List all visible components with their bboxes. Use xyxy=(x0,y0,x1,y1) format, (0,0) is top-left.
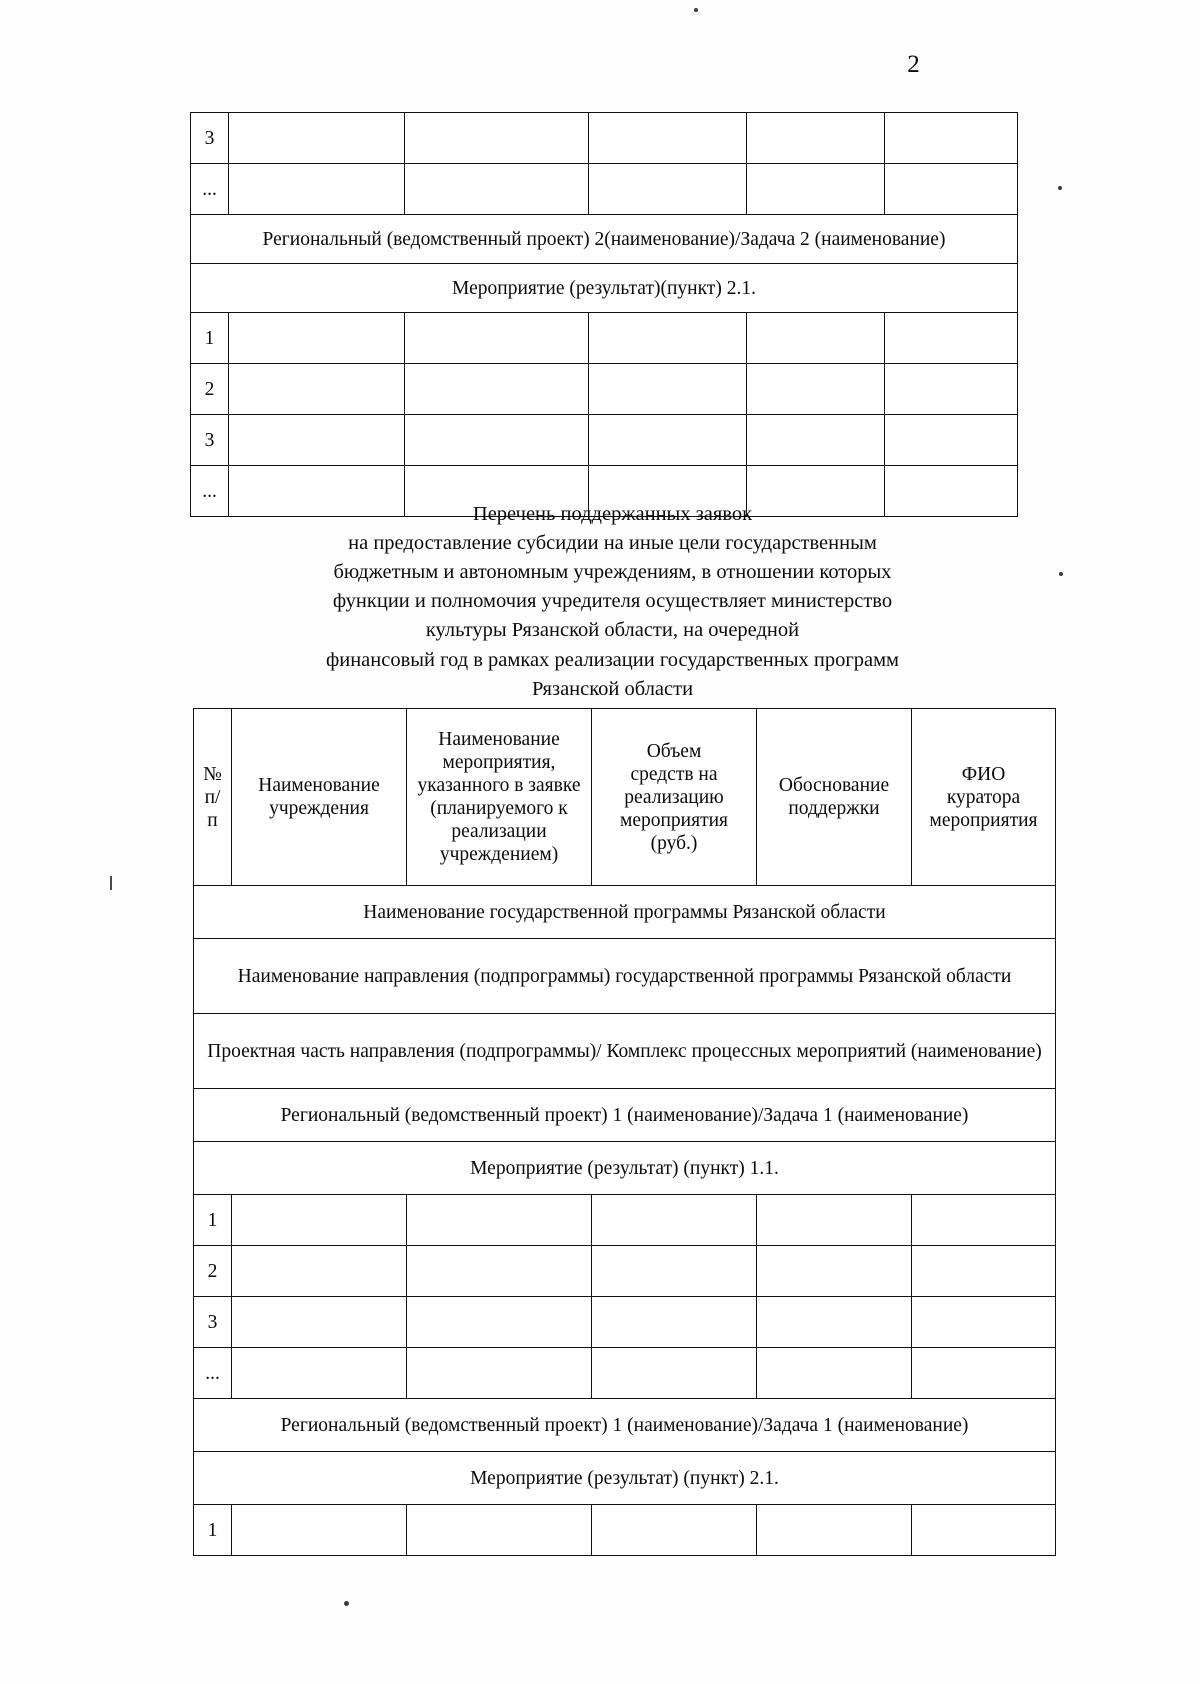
table-section-row xyxy=(194,1452,1056,1505)
cell-justification[interactable] xyxy=(747,164,885,215)
cell-institution[interactable] xyxy=(229,113,405,164)
row-index: 3 xyxy=(194,1297,232,1348)
row-index: 3 xyxy=(191,415,229,466)
cell-institution[interactable] xyxy=(232,1297,407,1348)
column-header-funds xyxy=(592,709,757,886)
header-line: средств на xyxy=(630,763,718,785)
continuation-table-body xyxy=(191,113,1018,517)
title-line-4: функции и полномочия учредителя осуществляет министерство xyxy=(332,590,893,613)
cell-funds[interactable] xyxy=(589,415,747,466)
cell-event-name[interactable] xyxy=(407,1505,592,1556)
section-regional-project-1-repeat: Региональный (ведомственный проект) 1 (наименование)/Задача 1 (наименование) xyxy=(194,1399,1056,1452)
cell-curator[interactable] xyxy=(912,1505,1056,1556)
cell-curator[interactable] xyxy=(885,364,1018,415)
cell-justification[interactable] xyxy=(757,1505,912,1556)
margin-tick-mark xyxy=(110,876,112,890)
cell-event-name[interactable] xyxy=(407,1195,592,1246)
title-line-5: культуры Рязанской области, на очередной xyxy=(425,619,800,642)
title-line-6: финансовый год в рамках реализации государственных программ xyxy=(325,648,900,671)
row-index: ... xyxy=(191,164,229,215)
cell-justification[interactable] xyxy=(757,1348,912,1399)
cell-funds[interactable] xyxy=(589,313,747,364)
supported-applications-table xyxy=(193,708,1056,1556)
cell-institution[interactable] xyxy=(232,1505,407,1556)
document-title-block xyxy=(190,500,1035,704)
row-index: 1 xyxy=(194,1505,232,1556)
header-line: Обоснование xyxy=(778,775,890,796)
cell-justification[interactable] xyxy=(757,1195,912,1246)
cell-justification[interactable] xyxy=(757,1297,912,1348)
column-header-institution xyxy=(232,709,407,886)
section-regional-project-1: Региональный (ведомственный проект) 1 (наименование)/Задача 1 (наименование) xyxy=(194,1089,1056,1142)
row-index: 2 xyxy=(194,1246,232,1297)
cell-curator[interactable] xyxy=(885,313,1018,364)
header-line: Объем xyxy=(646,740,702,762)
header-line: поддержки xyxy=(788,798,880,819)
table-row xyxy=(191,313,1018,364)
table-row xyxy=(191,415,1018,466)
supported-applications-table-body xyxy=(194,709,1056,1556)
scan-speck xyxy=(1058,186,1062,190)
header-line: № xyxy=(203,763,222,785)
section-regional-project-2: Региональный (ведомственный проект) 2(наименование)/Задача 2 (наименование) xyxy=(191,215,1018,264)
cell-curator[interactable] xyxy=(885,164,1018,215)
header-line: учреждения xyxy=(269,798,369,819)
scan-speck xyxy=(344,1601,349,1606)
cell-institution[interactable] xyxy=(229,313,405,364)
scan-speck xyxy=(694,8,698,12)
cell-funds[interactable] xyxy=(592,1297,757,1348)
table-row xyxy=(194,1195,1056,1246)
row-index: 3 xyxy=(191,113,229,164)
header-line: реализацию xyxy=(624,786,724,808)
table-row xyxy=(191,113,1018,164)
cell-justification[interactable] xyxy=(747,313,885,364)
cell-event-name[interactable] xyxy=(405,164,589,215)
column-header-curator xyxy=(912,709,1056,886)
cell-event-name[interactable] xyxy=(405,113,589,164)
cell-funds[interactable] xyxy=(589,364,747,415)
section-measure-2-1: Мероприятие (результат) (пункт) 2.1. xyxy=(194,1452,1056,1505)
continuation-table xyxy=(190,112,1018,517)
cell-justification[interactable] xyxy=(757,1246,912,1297)
column-header-event-name xyxy=(407,709,592,886)
table-section-row xyxy=(194,1089,1056,1142)
table-row xyxy=(191,364,1018,415)
cell-curator[interactable] xyxy=(885,113,1018,164)
column-header-number xyxy=(194,709,232,886)
header-line: (руб.) xyxy=(650,832,698,854)
cell-event-name[interactable] xyxy=(405,364,589,415)
header-line: указанного в заявке xyxy=(417,775,581,796)
title-line-7: Рязанской области xyxy=(531,677,694,700)
cell-event-name[interactable] xyxy=(405,415,589,466)
table-section-row xyxy=(194,939,1056,1014)
header-line: мероприятия xyxy=(619,809,728,831)
cell-event-name[interactable] xyxy=(407,1297,592,1348)
table-section-row xyxy=(191,215,1018,264)
header-line: Наименование xyxy=(258,775,380,796)
cell-curator[interactable] xyxy=(885,415,1018,466)
scan-speck xyxy=(1059,572,1063,576)
header-line: мероприятия, xyxy=(442,752,556,773)
table-row xyxy=(194,1348,1056,1399)
row-index: 1 xyxy=(191,313,229,364)
cell-institution[interactable] xyxy=(232,1246,407,1297)
header-line: куратора xyxy=(946,786,1021,808)
table-row xyxy=(194,1246,1056,1297)
cell-justification[interactable] xyxy=(747,364,885,415)
section-project-part: Проектная часть направления (подпрограммы)/ Комплекс процессных мероприятий (наименование) xyxy=(194,1014,1056,1089)
column-header-justification xyxy=(757,709,912,886)
header-line: мероприятия xyxy=(929,809,1038,831)
cell-institution[interactable] xyxy=(229,415,405,466)
page-number: 2 xyxy=(907,51,920,78)
header-line: Наименование xyxy=(438,729,560,750)
row-index: ... xyxy=(191,466,229,517)
section-measure-1-1: Мероприятие (результат) (пункт) 1.1. xyxy=(194,1142,1056,1195)
cell-funds[interactable] xyxy=(592,1348,757,1399)
table-row xyxy=(194,1297,1056,1348)
cell-justification[interactable] xyxy=(747,113,885,164)
cell-event-name[interactable] xyxy=(407,1348,592,1399)
section-subprogram-name: Наименование направления (подпрограммы) государственной программы Рязанской области xyxy=(194,939,1056,1014)
cell-curator[interactable] xyxy=(912,1195,1056,1246)
title-line-3: бюджетным и автономным учреждениям, в отношении которых xyxy=(333,561,892,584)
header-line: реализации xyxy=(451,821,547,842)
cell-funds[interactable] xyxy=(589,113,747,164)
header-line: (планируемого к xyxy=(430,798,568,819)
cell-funds[interactable] xyxy=(592,1505,757,1556)
cell-curator[interactable] xyxy=(912,1348,1056,1399)
table-section-row xyxy=(191,264,1018,313)
header-line: п/п xyxy=(204,786,221,831)
table-section-row xyxy=(194,1014,1056,1089)
row-index: ... xyxy=(194,1348,232,1399)
cell-funds[interactable] xyxy=(592,1195,757,1246)
header-line: учреждением) xyxy=(439,844,559,865)
title-line-2: на предоставление субсидии на иные цели государственным xyxy=(348,532,877,555)
row-index: 2 xyxy=(191,364,229,415)
cell-funds[interactable] xyxy=(589,164,747,215)
table-section-row xyxy=(194,1399,1056,1452)
row-index: 1 xyxy=(194,1195,232,1246)
cell-justification[interactable] xyxy=(747,415,885,466)
cell-curator[interactable] xyxy=(912,1297,1056,1348)
cell-event-name[interactable] xyxy=(405,313,589,364)
section-measure-2-1: Мероприятие (результат)(пункт) 2.1. xyxy=(191,264,1018,313)
table-header-row xyxy=(194,709,1056,886)
cell-institution[interactable] xyxy=(232,1195,407,1246)
cell-institution[interactable] xyxy=(232,1348,407,1399)
table-section-row xyxy=(194,1142,1056,1195)
cell-institution[interactable] xyxy=(229,164,405,215)
section-program-name: Наименование государственной программы Рязанской области xyxy=(194,886,1056,939)
cell-curator[interactable] xyxy=(912,1246,1056,1297)
cell-event-name[interactable] xyxy=(407,1246,592,1297)
title-line-1: Перечень поддержанных заявок xyxy=(472,503,753,525)
table-section-row xyxy=(194,886,1056,939)
cell-institution[interactable] xyxy=(229,364,405,415)
header-line: ФИО xyxy=(961,763,1006,785)
cell-funds[interactable] xyxy=(592,1246,757,1297)
table-row xyxy=(191,164,1018,215)
table-row xyxy=(194,1505,1056,1556)
